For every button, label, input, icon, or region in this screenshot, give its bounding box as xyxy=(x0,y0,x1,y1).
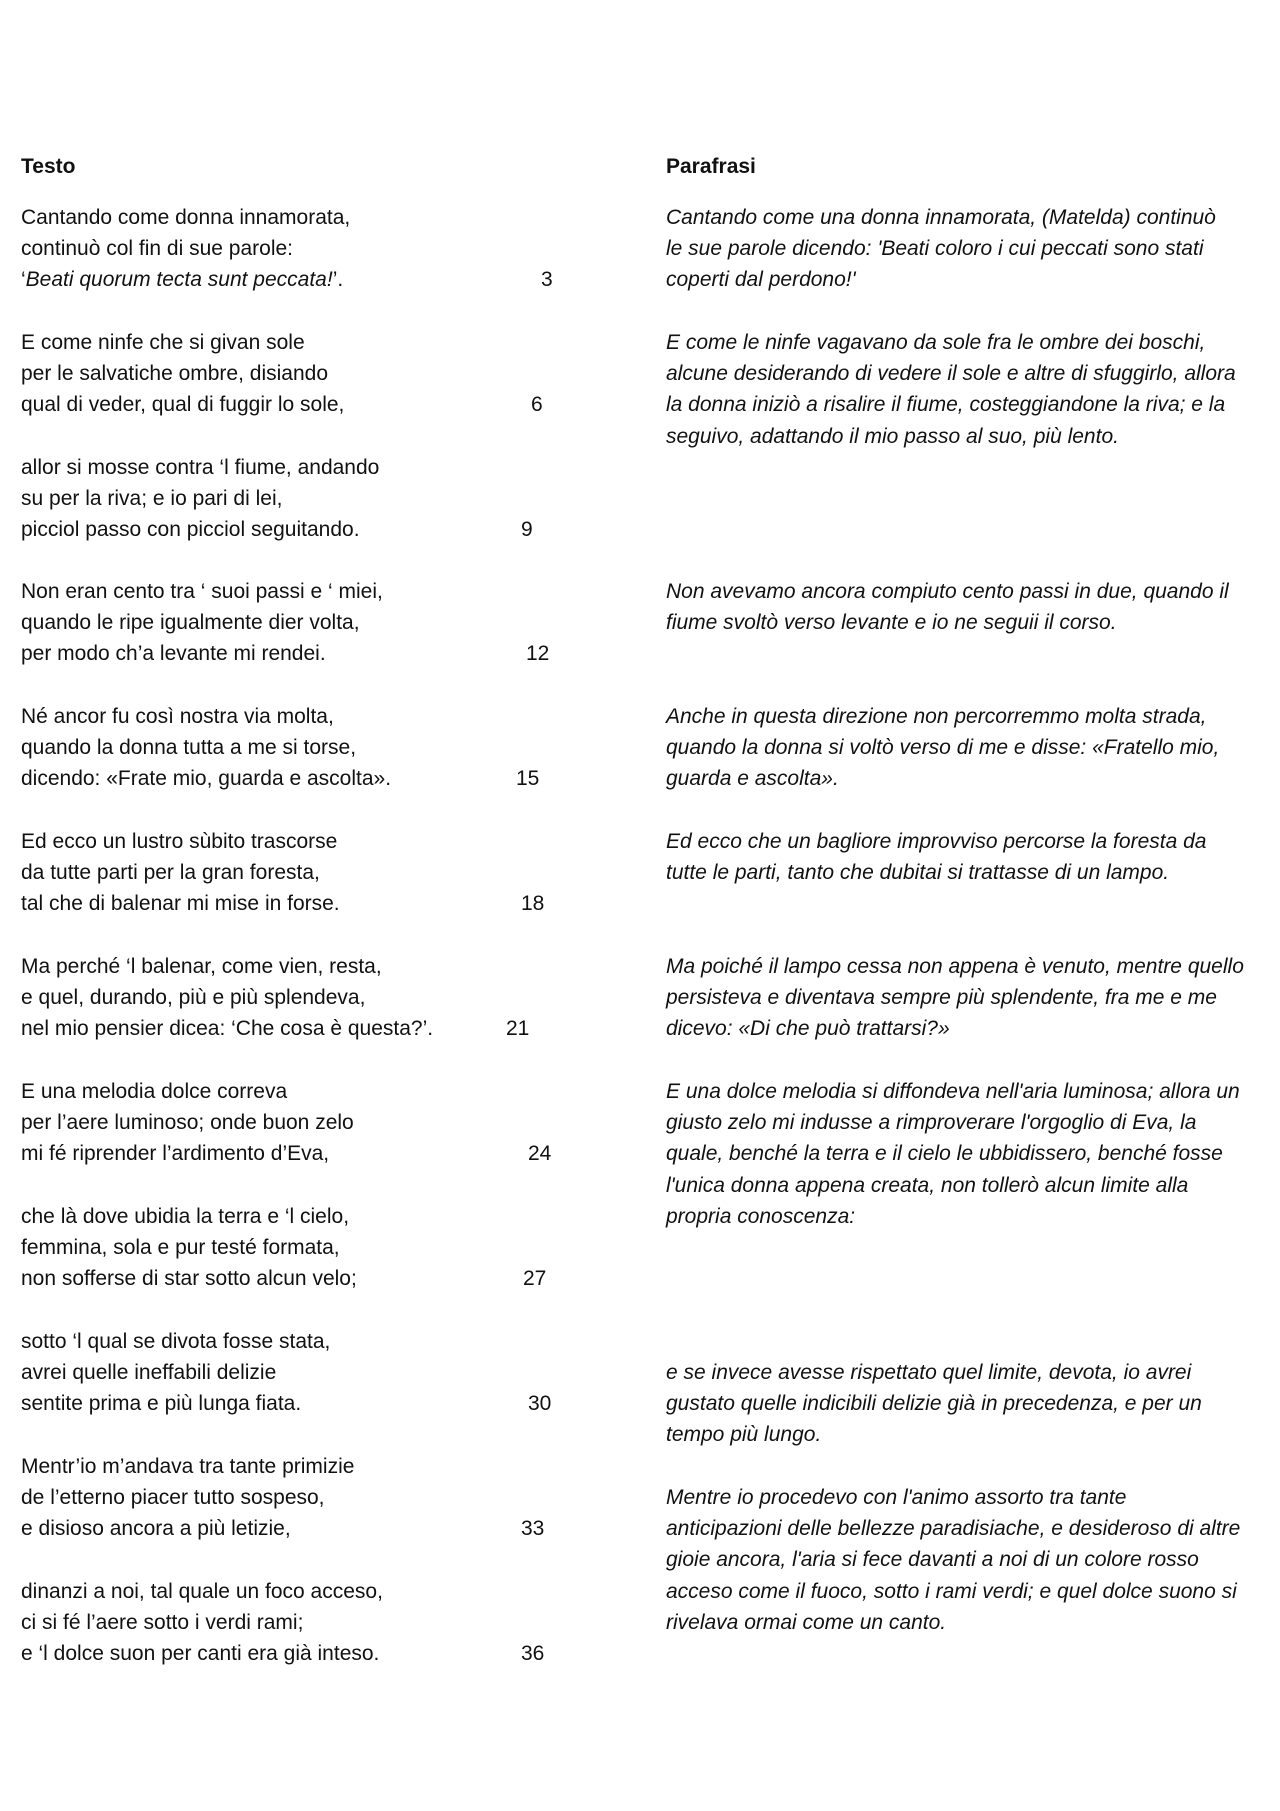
verse-line: per le salvatiche ombre, disiando xyxy=(21,362,329,385)
paraphrase-line: seguivo, adattando il mio passo al suo, più lento. xyxy=(666,424,1119,448)
paraphrase-block xyxy=(666,826,1266,888)
verse-number: 33 xyxy=(521,1517,545,1540)
paraphrase-line: Mentre io procedevo con l'animo assorto tra tante xyxy=(666,1486,1127,1509)
paraphrase-block xyxy=(666,576,1266,638)
verse-line: sotto ‘l qual se divota fosse stata, xyxy=(21,1330,331,1353)
paraphrase-line: Non avevamo ancora compiuto cento passi in due, quando il xyxy=(666,580,1229,603)
paraphrase-line: guarda e ascolta». xyxy=(666,767,839,791)
paraphrase-line: Anche in questa direzione non percorremmo molta strada, xyxy=(666,705,1207,728)
verse-number: 15 xyxy=(516,767,540,790)
verse-line: allor si mosse contra ‘l fiume, andando xyxy=(21,456,380,479)
verse-number: 12 xyxy=(526,642,550,665)
verse-line: picciol passo con picciol seguitando. xyxy=(21,518,360,541)
paraphrase-line: Ma poiché il lampo cessa non appena è venuto, mentre quello xyxy=(666,955,1244,978)
verse-number: 24 xyxy=(528,1142,552,1165)
verse-line: de l’etterno piacer tutto sospeso, xyxy=(21,1486,325,1509)
verse-line: Cantando come donna innamorata, xyxy=(21,206,351,229)
verse-line: e ‘l dolce suon per canti era già inteso. xyxy=(21,1642,380,1665)
paraphrase-line: quale, benché la terra e il cielo le ubbidissero, benché fosse xyxy=(666,1142,1223,1166)
paraphrase-line: quando la donna si voltò verso di me e disse: «Fratello mio, xyxy=(666,736,1220,760)
verse-line: quando le ripe igualmente dier volta, xyxy=(21,611,360,634)
verse-line: continuò col fin di sue parole: xyxy=(21,237,294,260)
verse-line: Mentr’io m’andava tra tante primizie xyxy=(21,1455,355,1478)
paraphrase-line: E una dolce melodia si diffondeva nell'aria luminosa; allora un xyxy=(666,1080,1240,1103)
verse-number: 3 xyxy=(541,268,553,291)
verse-line: da tutte parti per la gran foresta, xyxy=(21,861,320,884)
verse-number: 18 xyxy=(521,892,545,915)
verse-line: per l’aere luminoso; onde buon zelo xyxy=(21,1111,354,1134)
paraphrase-block xyxy=(666,1357,1266,1451)
verse-line: e disioso ancora a più letizie, xyxy=(21,1517,291,1540)
paraphrase-line: anticipazioni delle bellezze paradisiache, e desideroso di altre xyxy=(666,1517,1241,1541)
verse-line: avrei quelle ineffabili delizie xyxy=(21,1361,277,1384)
paraphrase-line: fiume svoltò verso levante e io ne seguii il corso. xyxy=(666,611,1117,635)
verse-number: 6 xyxy=(531,393,543,416)
verse-number: 9 xyxy=(521,518,533,541)
verse-line: E una melodia dolce correva xyxy=(21,1080,288,1103)
paraphrase-line: propria conoscenza: xyxy=(666,1204,856,1228)
verse-line: per modo ch’a levante mi rendei. xyxy=(21,642,326,665)
header-testo: Testo xyxy=(21,155,76,178)
paraphrase-line: Cantando come una donna innamorata, (Matelda) continuò xyxy=(666,206,1216,229)
paraphrase-line: gioie ancora, l'aria si fece davanti a noi di un colore rosso xyxy=(666,1548,1199,1572)
paraphrase-line: l'unica donna appena creata, non tollerò alcun limite alla xyxy=(666,1173,1189,1197)
paraphrase-block xyxy=(666,1076,1266,1232)
paraphrase-line: gustato quelle indicibili delizie già in precedenza, e per un xyxy=(666,1392,1202,1416)
paraphrase-line: giusto zelo mi indusse a rimproverare l'orgoglio di Eva, la xyxy=(666,1111,1197,1135)
paraphrase-line: Ed ecco che un bagliore improvviso percorse la foresta da xyxy=(666,830,1207,853)
verse-line: femmina, sola e pur testé formata, xyxy=(21,1236,340,1259)
paraphrase-block xyxy=(666,202,1266,296)
verse-line: Non eran cento tra ‘ suoi passi e ‘ miei, xyxy=(21,580,383,603)
paraphrase-line: acceso come il fuoco, sotto i rami verdi; e quel dolce suono si xyxy=(666,1579,1237,1603)
paraphrase-block xyxy=(666,1482,1266,1638)
verse-line: Ma perché ‘l balenar, come vien, resta, xyxy=(21,955,382,978)
paraphrase-line: le sue parole dicendo: 'Beati coloro i cui peccati sono stati xyxy=(666,237,1204,261)
verse-line: che là dove ubidia la terra e ‘l cielo, xyxy=(21,1205,350,1228)
paraphrase-block xyxy=(666,327,1266,452)
paraphrase-line: persisteva e diventava sempre più splendente, fra me e me xyxy=(666,986,1217,1010)
verse-line: Ed ecco un lustro sùbito trascorse xyxy=(21,830,338,853)
paraphrase-block xyxy=(666,951,1266,1045)
verse-line: Né ancor fu così nostra via molta, xyxy=(21,705,334,728)
verse-number: 30 xyxy=(528,1392,552,1415)
paraphrase-line: tempo più lungo. xyxy=(666,1423,822,1447)
verse-number: 36 xyxy=(521,1642,545,1665)
paraphrase-line: E come le ninfe vagavano da sole fra le ombre dei boschi, xyxy=(666,331,1206,354)
verse-number: 27 xyxy=(523,1267,547,1290)
verse-line: qual di veder, qual di fuggir lo sole, xyxy=(21,393,345,416)
paraphrase-line: rivelava ormai come un canto. xyxy=(666,1610,947,1634)
verse-line: tal che di balenar mi mise in forse. xyxy=(21,892,340,915)
verse-number: 21 xyxy=(506,1017,530,1040)
verse-line: dinanzi a noi, tal quale un foco acceso, xyxy=(21,1580,383,1603)
paraphrase-line: tutte le parti, tanto che dubitai si trattasse di un lampo. xyxy=(666,861,1170,885)
verse-line: quando la donna tutta a me si torse, xyxy=(21,736,357,759)
verse-line: non sofferse di star sotto alcun velo; xyxy=(21,1267,357,1290)
verse-line: mi fé riprender l’ardimento d’Eva, xyxy=(21,1142,330,1165)
paraphrase-block xyxy=(666,701,1266,795)
verse-line: ‘Beati quorum tecta sunt peccata!’. xyxy=(21,268,344,291)
verse-line: dicendo: «Frate mio, guarda e ascolta». xyxy=(21,767,392,790)
paraphrase-line: coperti dal perdono!' xyxy=(666,268,856,292)
header-parafrasi: Parafrasi xyxy=(666,155,756,178)
verse-line: E come ninfe che si givan sole xyxy=(21,331,305,354)
verse-line: nel mio pensier dicea: ‘Che cosa è questa?’. xyxy=(21,1017,434,1040)
verse-line: e quel, durando, più e più splendeva, xyxy=(21,986,366,1009)
paraphrase-line: e se invece avesse rispettato quel limite, devota, io avrei xyxy=(666,1361,1192,1384)
verse-line: su per la riva; e io pari di lei, xyxy=(21,487,283,510)
paraphrase-line: la donna iniziò a risalire il fiume, costeggiandone la riva; e la xyxy=(666,393,1226,417)
paraphrase-line: alcune desiderando di vedere il sole e altre di sfuggirlo, allora xyxy=(666,362,1236,386)
verse-line: sentite prima e più lunga fiata. xyxy=(21,1392,302,1415)
verse-line: ci si fé l’aere sotto i verdi rami; xyxy=(21,1611,304,1634)
paraphrase-line: dicevo: «Di che può trattarsi?» xyxy=(666,1017,950,1041)
